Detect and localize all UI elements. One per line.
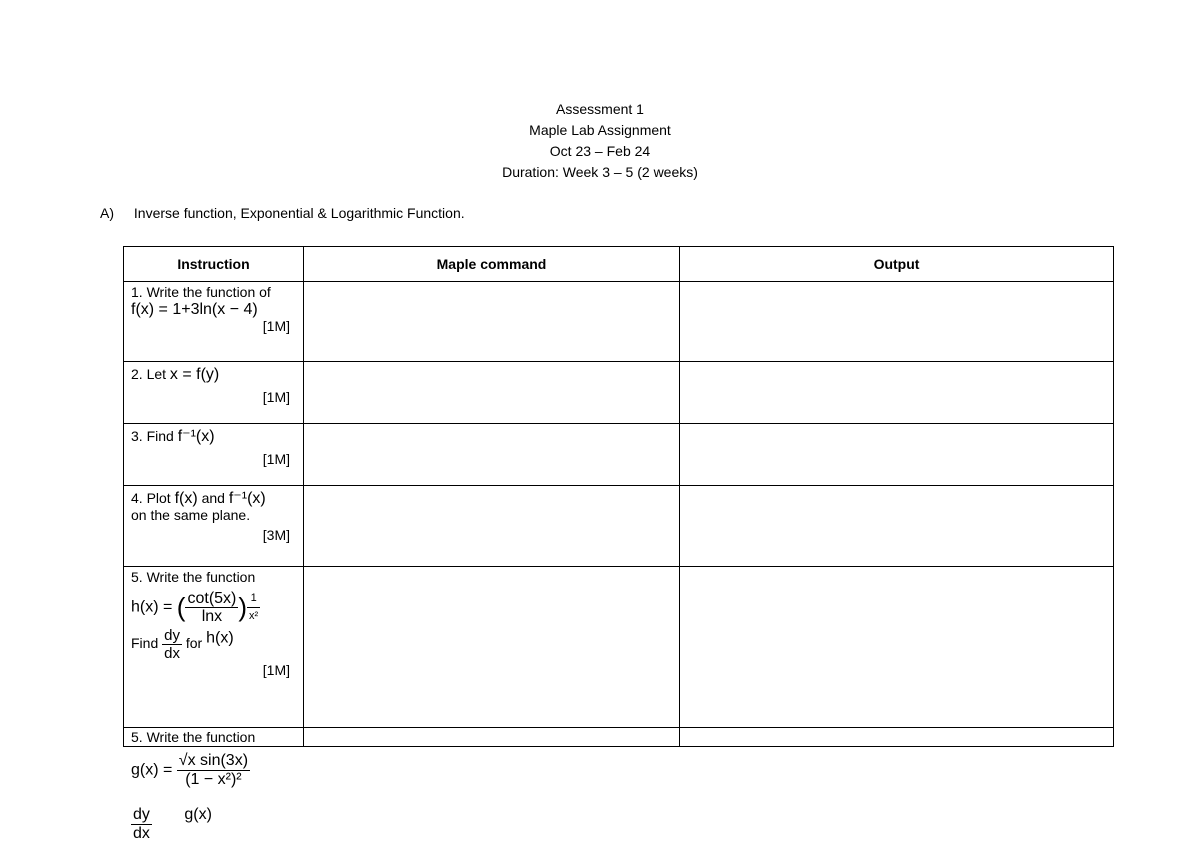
maple-command-cell[interactable] — [304, 486, 680, 566]
formula-f: f(x) — [174, 490, 198, 508]
instruction-cell — [124, 362, 304, 424]
g-derivative — [131, 806, 212, 843]
col-output: Output — [680, 247, 1114, 282]
h-of-x: h(x) — [206, 629, 234, 647]
g-denominator: (1 − x²)² — [185, 771, 242, 788]
table-row — [124, 727, 1114, 746]
doc-title: Assessment 1 — [556, 101, 644, 117]
section-title: Inverse function, Exponential & Logarithmic Function. — [133, 205, 465, 221]
doc-subtitle: Maple Lab Assignment — [529, 122, 671, 138]
find-text: Find — [131, 634, 159, 651]
maple-command-cell[interactable] — [304, 282, 680, 362]
maple-command-cell[interactable] — [304, 362, 680, 424]
instruction-text: 5. Write the function — [131, 728, 256, 745]
g-of-x: g(x) — [184, 806, 212, 823]
assignment-table — [123, 246, 1114, 747]
output-cell[interactable] — [680, 282, 1114, 362]
output-cell[interactable] — [680, 362, 1114, 424]
table-row — [124, 424, 1114, 486]
section-label: A) — [100, 205, 114, 221]
doc-duration: Duration: Week 3 – 5 (2 weeks) — [502, 164, 698, 180]
formula-f: f(x) = 1+3ln(x − 4) — [131, 301, 258, 319]
formula-inverse: f⁻¹(x) — [228, 490, 266, 508]
doc-date-range: Oct 23 – Feb 24 — [549, 143, 651, 159]
maple-command-cell[interactable] — [304, 727, 680, 746]
instruction-cell — [124, 566, 304, 727]
instruction-text-2: on the same plane. — [131, 507, 251, 524]
marks: [1M] — [262, 451, 290, 468]
and-text: and — [201, 490, 225, 507]
col-maple-command: Maple command — [304, 247, 680, 282]
output-cell[interactable] — [680, 424, 1114, 486]
dx: dx — [133, 825, 150, 842]
g-numerator: √x sin(3x) — [178, 752, 249, 769]
formula-h: h(x) = ( $\frac{\cot(5x)}{\ln x}$ ) $\frac{1}{\text{x²}}$ — [131, 589, 259, 625]
marks: [3M] — [262, 527, 290, 544]
instruction-text: 1. Write the function of — [131, 284, 271, 301]
maple-command-cell[interactable] — [304, 566, 680, 727]
col-instruction: Instruction — [124, 247, 304, 282]
dx: dx — [164, 644, 180, 662]
marks: [1M] — [262, 389, 290, 406]
h-exp-den: x² — [249, 609, 259, 622]
formula-g — [131, 752, 250, 789]
instruction-cell — [124, 486, 304, 566]
output-cell[interactable] — [680, 727, 1114, 746]
h-numerator: cot(5x) — [187, 589, 237, 607]
formula-let: x = f(y) — [169, 366, 220, 384]
table-row — [124, 282, 1114, 362]
g-lhs: g(x) = — [131, 761, 173, 779]
section-heading — [100, 205, 465, 221]
find-derivative — [131, 627, 296, 662]
h-denominator: lnx — [201, 607, 223, 625]
output-cell[interactable] — [680, 486, 1114, 566]
dy: dy — [133, 806, 150, 823]
table-row — [124, 486, 1114, 566]
instruction-text: 4. Plot — [131, 490, 171, 507]
maple-command-cell[interactable] — [304, 424, 680, 486]
table-header-row — [124, 247, 1114, 282]
output-cell[interactable] — [680, 566, 1114, 727]
marks: [1M] — [262, 318, 290, 335]
h-exp-num: 1 — [247, 590, 260, 608]
instruction-text: 5. Write the function — [131, 568, 256, 585]
h-lhs: h(x) = — [131, 598, 173, 616]
instruction-text: 3. Find — [131, 428, 174, 445]
instruction-text: 2. Let — [131, 366, 167, 383]
instruction-cell — [124, 424, 304, 486]
formula-inverse: f⁻¹(x) — [177, 428, 215, 446]
for-text: for — [185, 634, 203, 651]
dy: dy — [164, 626, 180, 644]
table-row — [124, 362, 1114, 424]
table-row — [124, 566, 1114, 727]
marks: [1M] — [262, 661, 290, 678]
instruction-cell — [124, 727, 304, 746]
instruction-cell — [124, 282, 304, 362]
